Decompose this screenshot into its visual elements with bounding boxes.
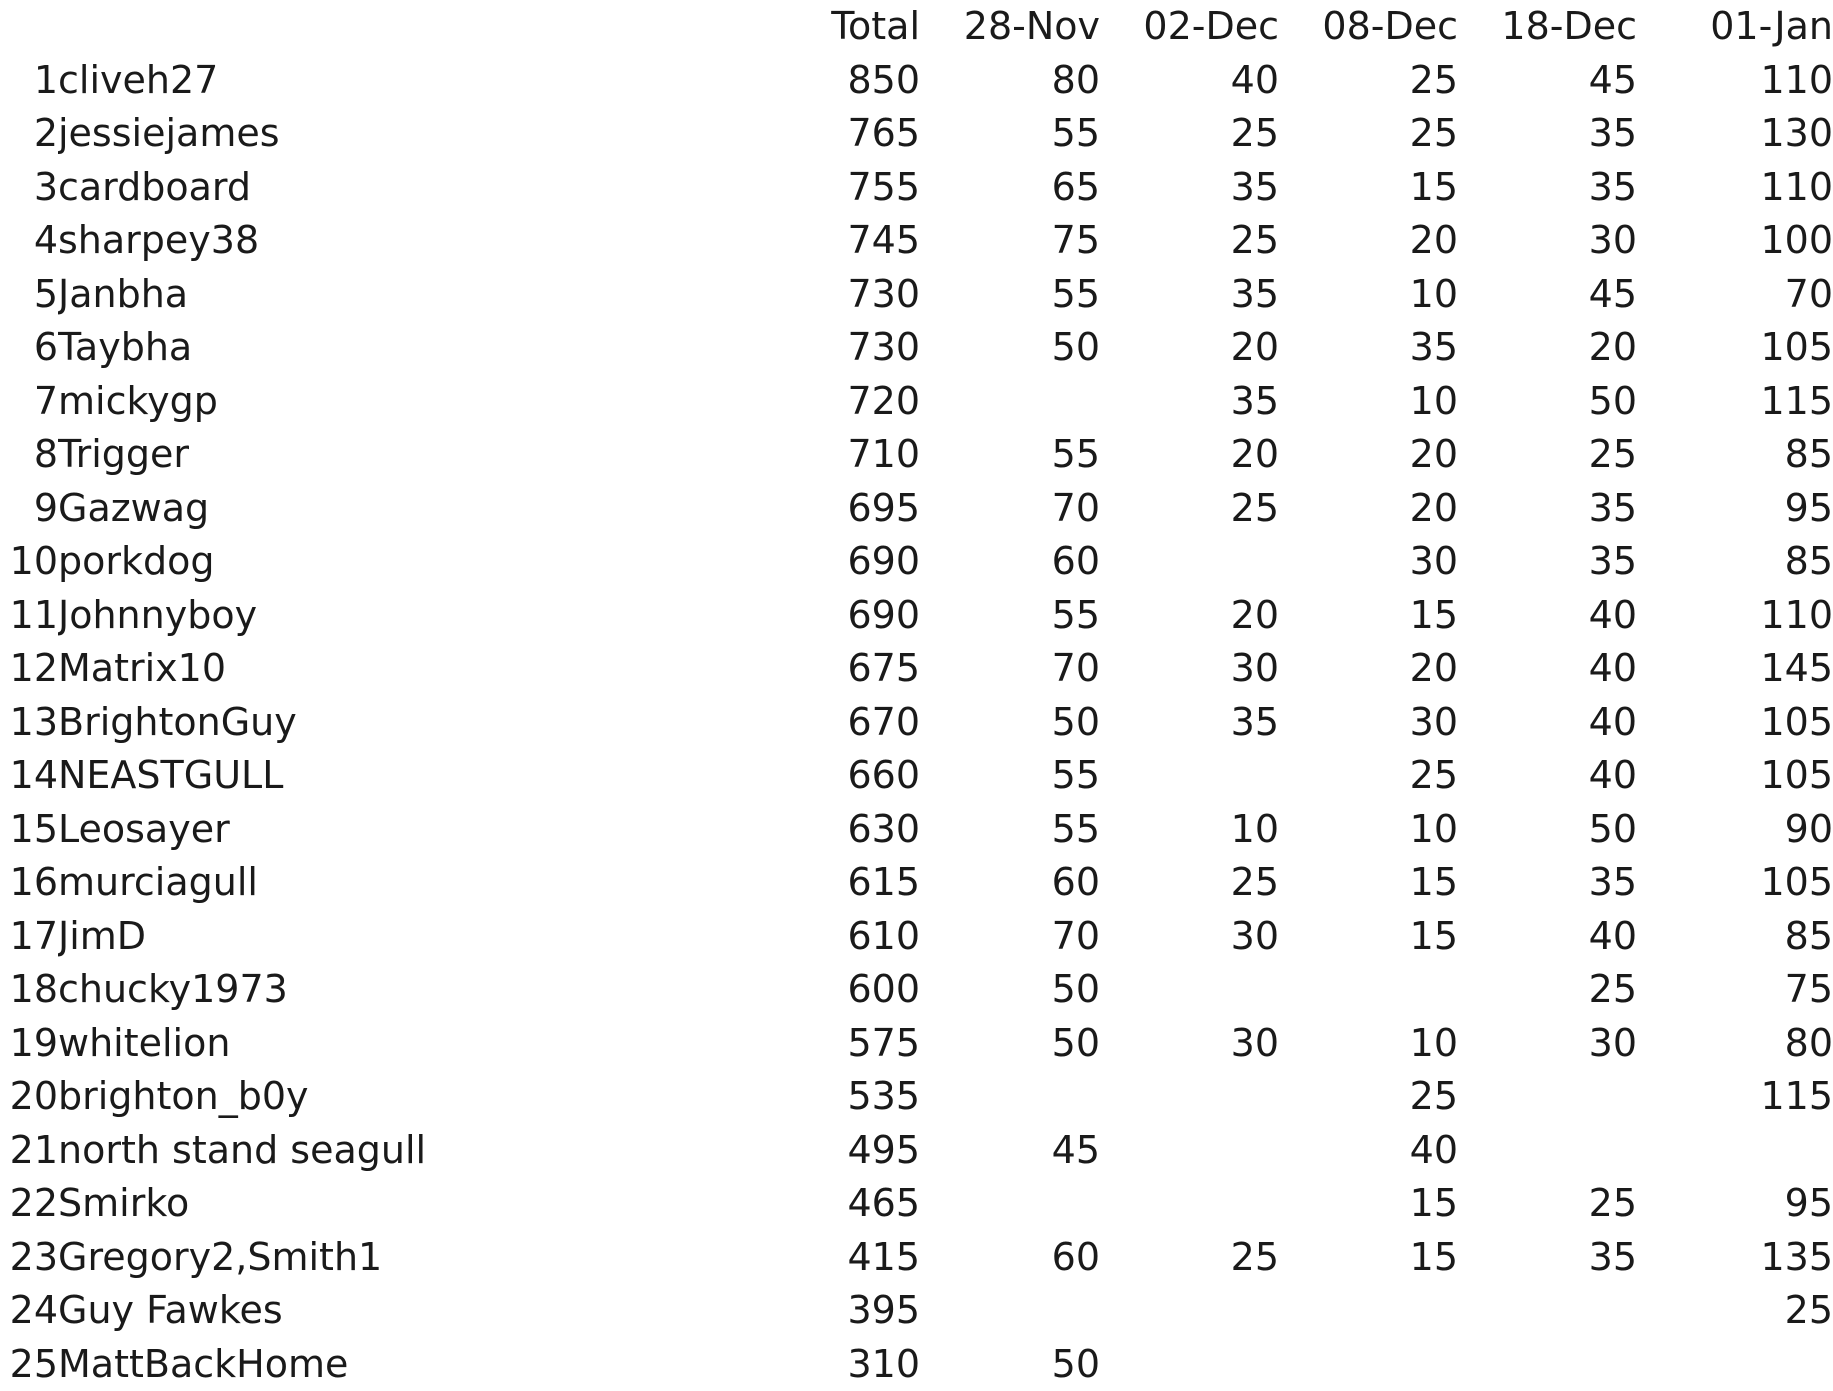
table-row [0, 1338, 1833, 1391]
total-cell: 850 [796, 54, 920, 108]
score-cell: 50 [920, 1017, 1100, 1071]
table-row [0, 1177, 1833, 1231]
score-cell: 30 [1100, 642, 1279, 696]
rank-cell: 22 [0, 1177, 58, 1231]
score-cell: 15 [1279, 1231, 1458, 1285]
rank-cell: 6 [0, 321, 58, 375]
score-cell [1637, 1124, 1833, 1178]
player-name-cell: cardboard [58, 161, 796, 215]
score-cell: 25 [1279, 107, 1458, 161]
header-row [0, 0, 1833, 54]
score-cell: 40 [1458, 696, 1637, 750]
score-cell: 35 [1100, 696, 1279, 750]
rank-cell: 17 [0, 910, 58, 964]
player-name-cell: MattBackHome [58, 1338, 796, 1391]
score-cell: 80 [920, 54, 1100, 108]
rank-cell: 25 [0, 1338, 58, 1391]
header-rank [0, 0, 58, 54]
header-date: 18-Dec [1458, 0, 1637, 54]
table-row [0, 54, 1833, 108]
score-cell: 50 [1458, 375, 1637, 429]
score-cell [1100, 1177, 1279, 1231]
score-cell: 100 [1637, 214, 1833, 268]
score-cell: 145 [1637, 642, 1833, 696]
header-date: 28-Nov [920, 0, 1100, 54]
score-cell: 10 [1279, 268, 1458, 322]
score-cell: 35 [1100, 268, 1279, 322]
total-cell: 765 [796, 107, 920, 161]
score-cell: 60 [920, 856, 1100, 910]
score-cell: 20 [1458, 321, 1637, 375]
rank-cell: 10 [0, 535, 58, 589]
total-cell: 745 [796, 214, 920, 268]
score-cell: 20 [1279, 482, 1458, 536]
header-total: Total [796, 0, 920, 54]
rank-cell: 5 [0, 268, 58, 322]
player-name-cell: jessiejames [58, 107, 796, 161]
rank-cell: 21 [0, 1124, 58, 1178]
score-cell: 35 [1458, 482, 1637, 536]
player-name-cell: chucky1973 [58, 963, 796, 1017]
header-date: 08-Dec [1279, 0, 1458, 54]
rank-cell: 1 [0, 54, 58, 108]
player-name-cell: Smirko [58, 1177, 796, 1231]
table-row [0, 963, 1833, 1017]
table-row [0, 428, 1833, 482]
player-name-cell: murciagull [58, 856, 796, 910]
score-cell: 65 [920, 161, 1100, 215]
table-row [0, 214, 1833, 268]
score-cell [920, 1070, 1100, 1124]
score-cell: 55 [920, 107, 1100, 161]
score-cell: 15 [1279, 589, 1458, 643]
table-row [0, 321, 1833, 375]
score-cell: 40 [1100, 54, 1279, 108]
score-cell [1458, 1284, 1637, 1338]
total-cell: 695 [796, 482, 920, 536]
score-cell: 15 [1279, 1177, 1458, 1231]
rank-cell: 3 [0, 161, 58, 215]
score-cell: 105 [1637, 321, 1833, 375]
score-cell [920, 1284, 1100, 1338]
rank-cell: 13 [0, 696, 58, 750]
score-cell: 25 [1100, 1231, 1279, 1285]
total-cell: 690 [796, 589, 920, 643]
rank-cell: 4 [0, 214, 58, 268]
player-name-cell: Trigger [58, 428, 796, 482]
total-cell: 630 [796, 803, 920, 857]
player-name-cell: NEASTGULL [58, 749, 796, 803]
header-name [58, 0, 796, 54]
player-name-cell: sharpey38 [58, 214, 796, 268]
score-cell: 10 [1279, 375, 1458, 429]
score-cell: 20 [1279, 642, 1458, 696]
score-cell: 50 [920, 963, 1100, 1017]
score-cell: 15 [1279, 161, 1458, 215]
score-cell [1458, 1338, 1637, 1391]
rank-cell: 18 [0, 963, 58, 1017]
total-cell: 710 [796, 428, 920, 482]
score-cell: 45 [1458, 268, 1637, 322]
score-cell: 30 [1100, 910, 1279, 964]
total-cell: 675 [796, 642, 920, 696]
score-cell: 35 [1279, 321, 1458, 375]
table-row [0, 1284, 1833, 1338]
score-cell: 35 [1100, 161, 1279, 215]
score-cell: 25 [1279, 54, 1458, 108]
table-row [0, 1124, 1833, 1178]
score-cell: 30 [1279, 696, 1458, 750]
score-cell [1279, 1338, 1458, 1391]
table-row [0, 749, 1833, 803]
score-cell: 20 [1279, 428, 1458, 482]
player-name-cell: Matrix10 [58, 642, 796, 696]
total-cell: 495 [796, 1124, 920, 1178]
total-cell: 465 [796, 1177, 920, 1231]
score-cell: 50 [920, 696, 1100, 750]
rank-cell: 7 [0, 375, 58, 429]
score-cell: 110 [1637, 161, 1833, 215]
score-cell: 45 [920, 1124, 1100, 1178]
table-row [0, 803, 1833, 857]
player-name-cell: whitelion [58, 1017, 796, 1071]
table-row [0, 642, 1833, 696]
header-date: 02-Dec [1100, 0, 1279, 54]
table-row [0, 482, 1833, 536]
score-cell: 55 [920, 268, 1100, 322]
score-cell: 105 [1637, 749, 1833, 803]
player-name-cell: porkdog [58, 535, 796, 589]
player-name-cell: Johnnyboy [58, 589, 796, 643]
player-name-cell: Leosayer [58, 803, 796, 857]
table-row [0, 1231, 1833, 1285]
score-cell: 40 [1458, 749, 1637, 803]
score-cell: 10 [1279, 803, 1458, 857]
rank-cell: 24 [0, 1284, 58, 1338]
total-cell: 755 [796, 161, 920, 215]
score-cell: 40 [1458, 642, 1637, 696]
score-cell: 25 [1458, 428, 1637, 482]
table-row [0, 696, 1833, 750]
score-cell: 40 [1458, 910, 1637, 964]
player-name-cell: Janbha [58, 268, 796, 322]
score-cell: 105 [1637, 856, 1833, 910]
score-cell: 55 [920, 428, 1100, 482]
score-cell: 80 [1637, 1017, 1833, 1071]
score-cell: 105 [1637, 696, 1833, 750]
score-cell: 95 [1637, 482, 1833, 536]
score-cell: 15 [1279, 856, 1458, 910]
total-cell: 720 [796, 375, 920, 429]
total-cell: 730 [796, 321, 920, 375]
table-row [0, 107, 1833, 161]
total-cell: 730 [796, 268, 920, 322]
score-cell: 115 [1637, 375, 1833, 429]
score-cell: 10 [1279, 1017, 1458, 1071]
score-cell: 95 [1637, 1177, 1833, 1231]
table-row [0, 161, 1833, 215]
score-cell [920, 375, 1100, 429]
score-cell: 60 [920, 535, 1100, 589]
rank-cell: 23 [0, 1231, 58, 1285]
total-cell: 615 [796, 856, 920, 910]
rank-cell: 12 [0, 642, 58, 696]
score-cell [1279, 1284, 1458, 1338]
player-name-cell: Gazwag [58, 482, 796, 536]
score-cell: 30 [1458, 1017, 1637, 1071]
score-cell [1100, 1070, 1279, 1124]
score-cell: 70 [920, 910, 1100, 964]
score-cell: 135 [1637, 1231, 1833, 1285]
score-cell: 35 [1100, 375, 1279, 429]
rank-cell: 16 [0, 856, 58, 910]
score-cell: 35 [1458, 856, 1637, 910]
score-cell: 75 [1637, 963, 1833, 1017]
score-cell: 10 [1100, 803, 1279, 857]
player-name-cell: Gregory2,Smith1 [58, 1231, 796, 1285]
player-name-cell: cliveh27 [58, 54, 796, 108]
table-row [0, 535, 1833, 589]
rank-cell: 20 [0, 1070, 58, 1124]
score-cell: 35 [1458, 107, 1637, 161]
score-cell: 20 [1100, 428, 1279, 482]
score-cell: 130 [1637, 107, 1833, 161]
rank-cell: 19 [0, 1017, 58, 1071]
total-cell: 600 [796, 963, 920, 1017]
score-cell [1100, 749, 1279, 803]
table-row [0, 268, 1833, 322]
score-cell [1100, 535, 1279, 589]
score-cell: 30 [1100, 1017, 1279, 1071]
score-cell: 85 [1637, 428, 1833, 482]
player-name-cell: north stand seagull [58, 1124, 796, 1178]
score-cell [1100, 1338, 1279, 1391]
total-cell: 690 [796, 535, 920, 589]
rank-cell: 9 [0, 482, 58, 536]
total-cell: 535 [796, 1070, 920, 1124]
score-cell: 25 [1100, 482, 1279, 536]
score-cell: 25 [1458, 963, 1637, 1017]
score-cell: 40 [1458, 589, 1637, 643]
rank-cell: 2 [0, 107, 58, 161]
total-cell: 660 [796, 749, 920, 803]
score-cell: 85 [1637, 535, 1833, 589]
score-cell: 20 [1100, 589, 1279, 643]
total-cell: 575 [796, 1017, 920, 1071]
score-cell [1458, 1070, 1637, 1124]
total-cell: 670 [796, 696, 920, 750]
rank-cell: 14 [0, 749, 58, 803]
score-cell: 50 [920, 1338, 1100, 1391]
score-cell: 20 [1100, 321, 1279, 375]
score-cell [1458, 1124, 1637, 1178]
table-row [0, 1017, 1833, 1071]
score-cell [1279, 963, 1458, 1017]
score-cell [1100, 1284, 1279, 1338]
score-cell [1637, 1338, 1833, 1391]
score-cell: 25 [1100, 107, 1279, 161]
score-cell: 90 [1637, 803, 1833, 857]
rank-cell: 15 [0, 803, 58, 857]
table-row [0, 1070, 1833, 1124]
score-cell: 25 [1279, 749, 1458, 803]
score-cell: 25 [1100, 856, 1279, 910]
score-cell: 55 [920, 749, 1100, 803]
score-cell: 60 [920, 1231, 1100, 1285]
score-cell: 70 [920, 482, 1100, 536]
total-cell: 415 [796, 1231, 920, 1285]
total-cell: 310 [796, 1338, 920, 1391]
score-cell: 110 [1637, 589, 1833, 643]
score-cell: 55 [920, 803, 1100, 857]
score-cell: 35 [1458, 535, 1637, 589]
score-cell: 30 [1279, 535, 1458, 589]
score-cell: 75 [920, 214, 1100, 268]
table-row [0, 375, 1833, 429]
rank-cell: 8 [0, 428, 58, 482]
score-cell: 45 [1458, 54, 1637, 108]
score-cell: 35 [1458, 1231, 1637, 1285]
score-cell: 70 [1637, 268, 1833, 322]
score-cell: 25 [1637, 1284, 1833, 1338]
score-cell: 25 [1458, 1177, 1637, 1231]
player-name-cell: mickygp [58, 375, 796, 429]
player-name-cell: brighton_b0y [58, 1070, 796, 1124]
score-cell: 20 [1279, 214, 1458, 268]
score-cell: 55 [920, 589, 1100, 643]
score-cell: 50 [920, 321, 1100, 375]
score-cell: 115 [1637, 1070, 1833, 1124]
score-cell: 15 [1279, 910, 1458, 964]
score-cell: 70 [920, 642, 1100, 696]
header-date: 01-Jan [1637, 0, 1833, 54]
total-cell: 610 [796, 910, 920, 964]
score-cell [1100, 963, 1279, 1017]
score-cell: 40 [1279, 1124, 1458, 1178]
score-cell: 35 [1458, 161, 1637, 215]
score-cell: 25 [1279, 1070, 1458, 1124]
score-cell: 25 [1100, 214, 1279, 268]
player-name-cell: JimD [58, 910, 796, 964]
score-cell: 85 [1637, 910, 1833, 964]
player-name-cell: Guy Fawkes [58, 1284, 796, 1338]
table-row [0, 910, 1833, 964]
score-cell: 30 [1458, 214, 1637, 268]
score-cell: 110 [1637, 54, 1833, 108]
score-cell [1100, 1124, 1279, 1178]
player-name-cell: Taybha [58, 321, 796, 375]
total-cell: 395 [796, 1284, 920, 1338]
score-cell: 50 [1458, 803, 1637, 857]
score-cell [920, 1177, 1100, 1231]
table-row [0, 589, 1833, 643]
rank-cell: 11 [0, 589, 58, 643]
table-row [0, 856, 1833, 910]
player-name-cell: BrightonGuy [58, 696, 796, 750]
